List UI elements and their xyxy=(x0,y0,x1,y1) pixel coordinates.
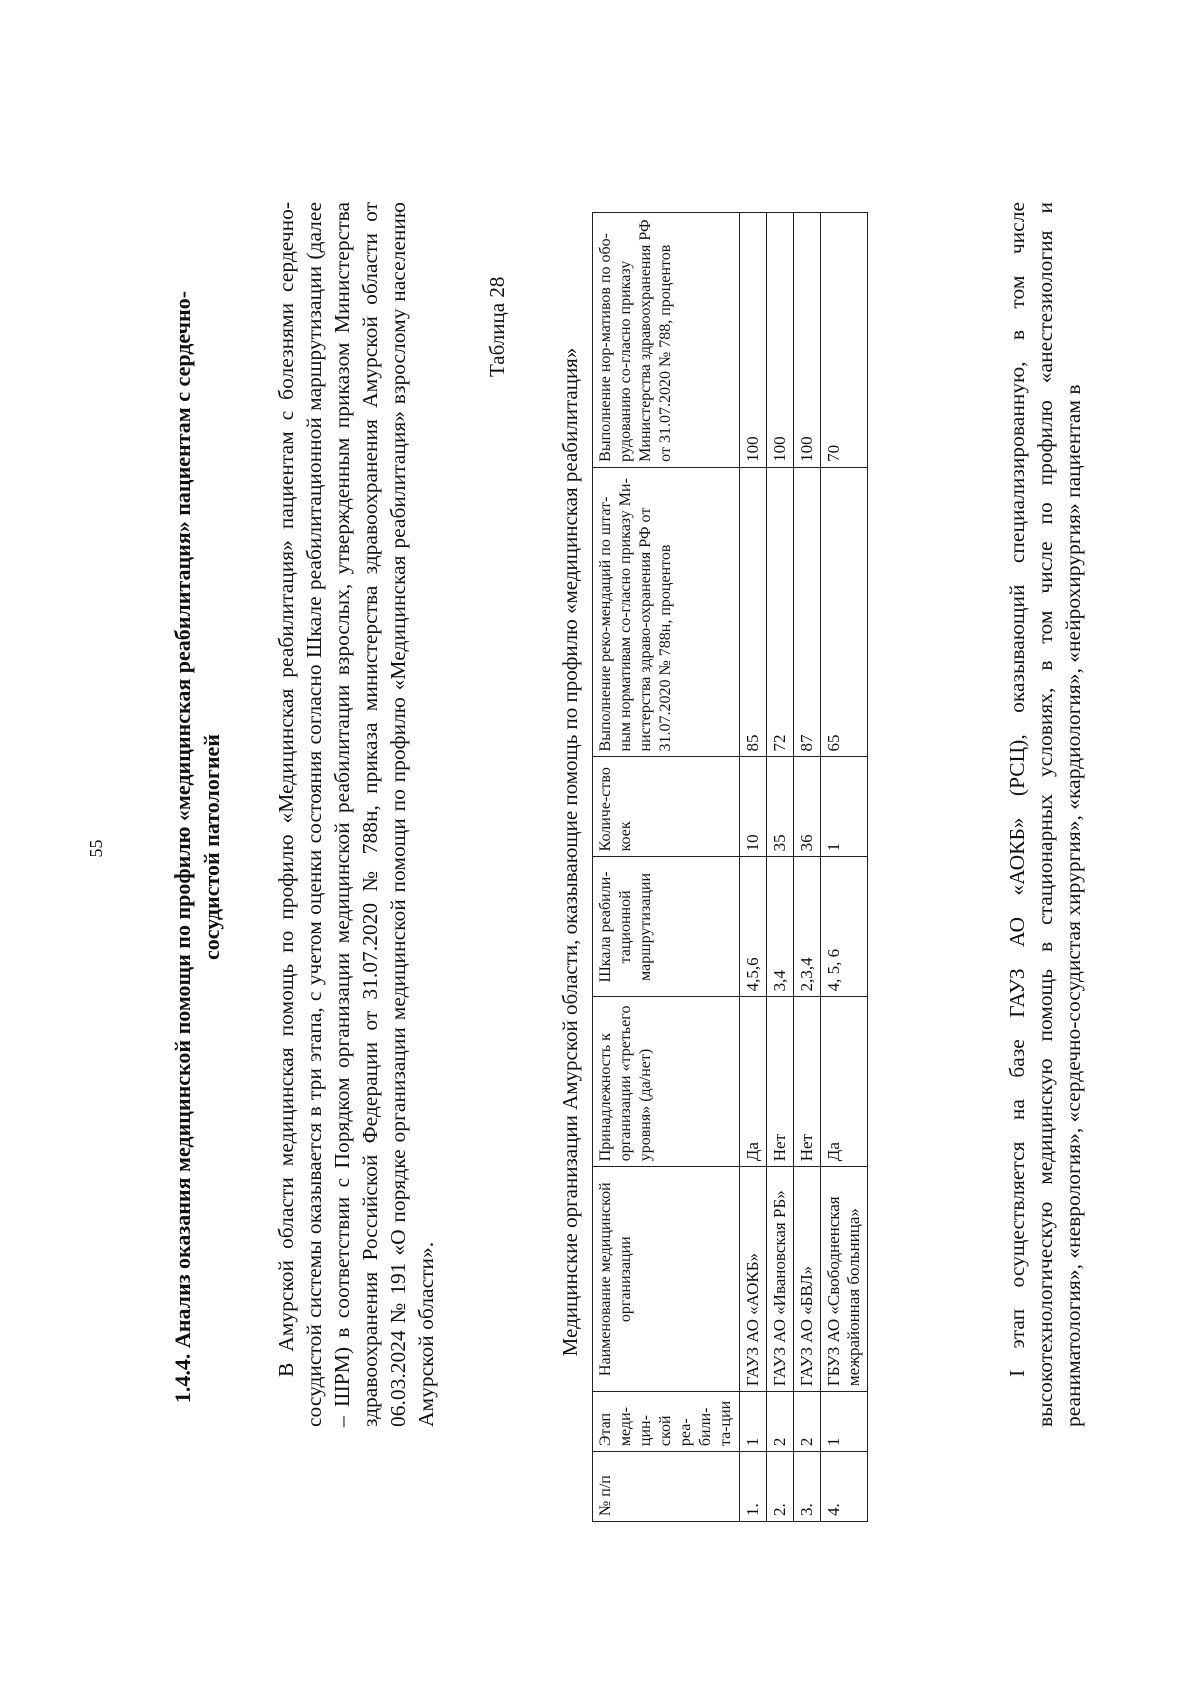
table-row xyxy=(767,213,794,1522)
table-row xyxy=(740,213,767,1522)
cell-equipment-percent: 70 xyxy=(821,213,868,468)
table-label: Таблица 28 xyxy=(485,276,509,377)
header-cell: Наименование медицинской организации xyxy=(593,1167,740,1392)
cell-number: 4. xyxy=(821,1452,868,1522)
cell-equipment-percent: 100 xyxy=(740,213,767,468)
cell-organization: ГАУЗ АО «АОКБ» xyxy=(740,1167,767,1392)
cell-stage: 2 xyxy=(767,1392,794,1452)
header-cell: № п/п xyxy=(593,1452,740,1522)
header-cell: Выполнение реко-мендаций по штат-ным нормативам со-гласно приказу Ми-нистерства здраво-охранения РФ от 31.07.2020 № 788н, процентов xyxy=(593,467,740,757)
header-cell: Этап меди-цин-ской реа-били-та-ции xyxy=(593,1392,740,1452)
header-cell: Шкала реабили-тационной маршрутизации xyxy=(593,857,740,997)
cell-stage: 1 xyxy=(821,1392,868,1452)
cell-third-level: Да xyxy=(740,997,767,1167)
cell-staff-percent: 72 xyxy=(767,467,794,757)
cell-stage: 2 xyxy=(794,1392,821,1452)
cell-staff-percent: 85 xyxy=(740,467,767,757)
cell-beds: 36 xyxy=(794,757,821,857)
cell-beds: 1 xyxy=(821,757,868,857)
cell-scale: 3,4 xyxy=(767,857,794,997)
cell-number: 1. xyxy=(740,1452,767,1522)
header-cell: Принадлежность к организации «третьего уровня» (да/нет) xyxy=(593,997,740,1167)
cell-scale: 2,3,4 xyxy=(794,857,821,997)
cell-stage: 1 xyxy=(740,1392,767,1452)
header-cell: Выполнение нор-мативов по обо-рудованию со-гласно приказу Министерства здравоохранения РФ от 31.07.2020 № 788, процентов xyxy=(593,213,740,468)
cell-scale: 4,5,6 xyxy=(740,857,767,997)
cell-staff-percent: 65 xyxy=(821,467,868,757)
cell-number: 3. xyxy=(794,1452,821,1522)
table-row xyxy=(794,213,821,1522)
cell-third-level: Нет xyxy=(794,997,821,1167)
cell-number: 2. xyxy=(767,1452,794,1522)
table-row xyxy=(821,213,868,1522)
stage-one-paragraph: I этап осуществляется на базе ГАУЗ АО «АОКБ» (РСЦ), оказывающий специализированную, в том числе высокотехнологическую медицинскую помощь в стационарных условиях, в том числе по профилю «анестезиология и реаниматология», «неврология», «сердечно-сосудистая хирургия», «кардиология», «нейрохирургия» пациентам в xyxy=(1005,202,1085,1427)
cell-equipment-percent: 100 xyxy=(767,213,794,468)
cell-beds: 35 xyxy=(767,757,794,857)
cell-organization: ГАУЗ АО «БВЛ» xyxy=(794,1167,821,1392)
cell-staff-percent: 87 xyxy=(794,467,821,757)
cell-organization: ГБУЗ АО «Свободненская межрайонная больница» xyxy=(821,1167,868,1392)
section-heading: 1.4.4. Анализ оказания медицинской помощи по профилю «медицинская реабилитация» пациентам с сердечно-сосудистой патологией xyxy=(170,290,224,1404)
cell-beds: 10 xyxy=(740,757,767,857)
table-header-row xyxy=(593,213,740,1522)
cell-third-level: Да xyxy=(821,997,868,1167)
table-title: Медицинские организации Амурской области, оказывающие помощь по профилю «медицинская реабилитация» xyxy=(558,347,582,1357)
organizations-table xyxy=(592,212,868,1522)
cell-organization: ГАУЗ АО «Ивановская РБ» xyxy=(767,1167,794,1392)
intro-paragraph: В Амурской области медицинская помощь по профилю «Медицинская реабилитация» пациентам с болезнями сердечно-сосудистой системы оказывается в три этапа, с учетом оценки состояния согласно Шкале реабилитационной маршрутизации (далее – ШРМ) в соответствии с Порядком организации медицинской реабилитации взрослых, утвержденным приказом Министерства здравоохранения Российской Федерации от 31.07.2020 № 788н, приказа министерства здравоохранения Амурской области от 06.03.2024 № 191 «О порядке организации медицинской помощи по профилю «Медицинская реабилитация» взрослому населению Амурской области». xyxy=(274,202,438,1427)
page-number: 55 xyxy=(86,839,106,858)
cell-equipment-percent: 100 xyxy=(794,213,821,468)
cell-third-level: Нет xyxy=(767,997,794,1167)
header-cell: Количе-ство коек xyxy=(593,757,740,857)
cell-scale: 4, 5, 6 xyxy=(821,857,868,997)
